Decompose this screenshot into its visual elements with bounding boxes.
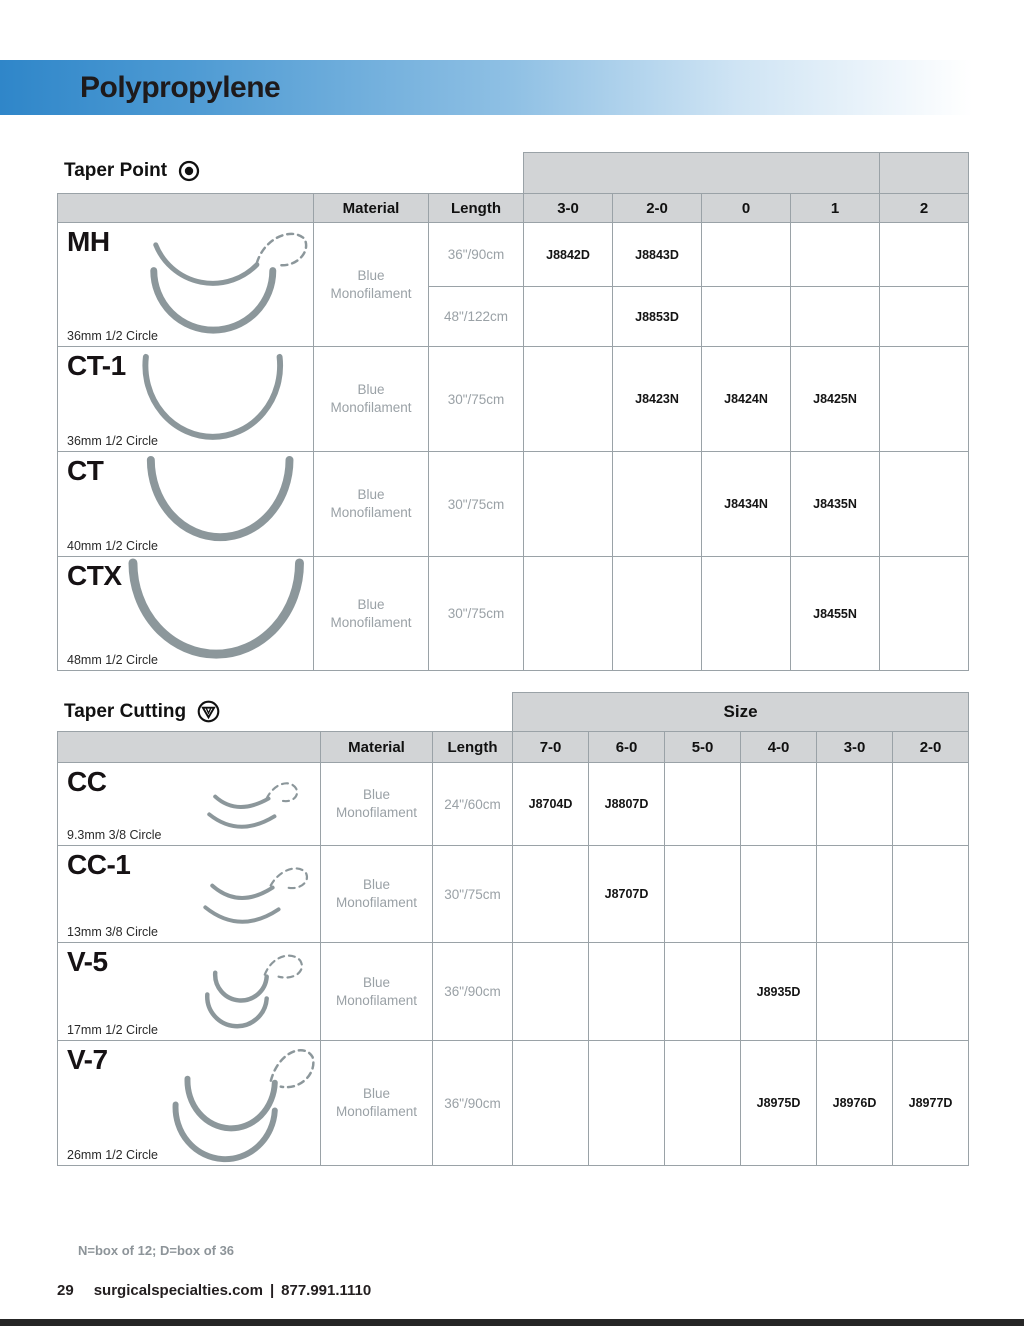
length-cell: 36"/90cm — [433, 1041, 513, 1166]
product-desc: 17mm 1/2 Circle — [67, 1023, 158, 1037]
product-code-cell — [880, 452, 969, 557]
product-cell — [58, 1041, 321, 1166]
length-cell: 36"/90cm — [429, 223, 524, 287]
product-code-cell: J8935D — [741, 943, 817, 1041]
product-name: CC-1 — [67, 849, 131, 880]
product-desc: 13mm 3/8 Circle — [67, 925, 158, 939]
product-code-cell — [880, 557, 969, 671]
page-footer — [57, 1282, 371, 1299]
column-header: Length — [433, 732, 513, 763]
column-header: 2 — [880, 194, 969, 223]
section-title-label: Taper Cutting — [64, 700, 187, 722]
product-code-cell: J8704D — [513, 763, 589, 846]
material-text: Blue Monofilament — [330, 382, 412, 415]
product-desc: 40mm 1/2 Circle — [67, 539, 158, 553]
product-cell — [58, 943, 321, 1041]
product-code-cell: J8423N — [613, 347, 702, 452]
column-header: Material — [321, 732, 433, 763]
product-code-cell — [513, 846, 589, 943]
material-cell — [321, 763, 433, 846]
product-code-cell — [880, 347, 969, 452]
length-cell: 48"/122cm — [429, 287, 524, 347]
product-code-cell — [524, 347, 613, 452]
product-code-cell: J8807D — [589, 763, 665, 846]
product-code-cell — [791, 223, 880, 287]
product-code-cell — [665, 1041, 741, 1166]
product-code-cell — [613, 557, 702, 671]
box-quantity-legend: N=box of 12; D=box of 36 — [78, 1243, 235, 1258]
material-cell — [314, 557, 429, 671]
product-code-cell: J8977D — [893, 1041, 969, 1166]
material-text: Blue Monofilament — [330, 596, 412, 630]
product-code-cell: J8975D — [741, 1041, 817, 1166]
header-blank-cell — [58, 732, 321, 763]
section-banner — [0, 60, 1024, 115]
product-code-cell — [702, 557, 791, 671]
product-name: MH — [67, 226, 110, 257]
product-code-cell — [880, 223, 969, 287]
column-header: 3-0 — [817, 732, 893, 763]
product-name: CT-1 — [67, 350, 126, 381]
product-code-cell — [665, 763, 741, 846]
product-code-cell — [524, 557, 613, 671]
footer-separator: | — [269, 1282, 275, 1299]
product-code-cell — [893, 763, 969, 846]
size-band — [524, 153, 880, 194]
column-header: 2-0 — [613, 194, 702, 223]
product-cell — [58, 347, 314, 452]
material-cell — [314, 452, 429, 557]
column-header: Material — [314, 194, 429, 223]
product-code-cell: J8435N — [791, 452, 880, 557]
material-text: Blue Monofilament — [335, 877, 418, 910]
footer-phone: 877.991.1110 — [281, 1282, 372, 1299]
product-code-cell: J8425N — [791, 347, 880, 452]
taper-cutting-table — [57, 692, 969, 1166]
product-desc: 9.3mm 3/8 Circle — [67, 828, 162, 842]
product-code-cell: J8842D — [524, 223, 613, 287]
column-header: 7-0 — [513, 732, 589, 763]
product-code-cell — [589, 1041, 665, 1166]
product-cell — [58, 557, 314, 671]
product-code-cell — [741, 763, 817, 846]
material-cell — [321, 943, 433, 1041]
footer-website: surgicalspecialties.com — [93, 1282, 263, 1299]
size-band — [880, 153, 969, 194]
header-blank-cell — [58, 194, 314, 223]
product-desc: 36mm 1/2 Circle — [67, 434, 158, 448]
product-code-cell: J8455N — [791, 557, 880, 671]
product-desc: 26mm 1/2 Circle — [67, 1148, 158, 1162]
material-text: Blue Monofilament — [330, 487, 412, 520]
material-text: Blue Monofilament — [330, 267, 412, 301]
product-desc: 48mm 1/2 Circle — [67, 653, 158, 667]
product-code-cell — [791, 287, 880, 347]
product-code-cell — [741, 846, 817, 943]
length-cell: 30"/75cm — [433, 846, 513, 943]
product-code-cell — [665, 943, 741, 1041]
product-code-cell — [817, 846, 893, 943]
product-code-cell — [513, 943, 589, 1041]
product-cell — [58, 763, 321, 846]
product-code-cell — [817, 943, 893, 1041]
product-cell — [58, 223, 314, 347]
product-desc: 36mm 1/2 Circle — [67, 329, 158, 343]
product-code-cell: J8434N — [702, 452, 791, 557]
product-name: CTX — [67, 560, 122, 591]
column-header: 2-0 — [893, 732, 969, 763]
band-spacer — [58, 153, 524, 194]
product-code-cell — [893, 943, 969, 1041]
length-cell: 30"/75cm — [429, 452, 524, 557]
taper-point-table — [57, 152, 969, 671]
material-cell — [321, 1041, 433, 1166]
product-code-cell: J8976D — [817, 1041, 893, 1166]
product-code-cell — [524, 452, 613, 557]
material-text: Blue Monofilament — [335, 787, 418, 820]
product-code-cell — [665, 846, 741, 943]
product-cell — [58, 452, 314, 557]
product-name: CT — [67, 455, 104, 486]
column-header: 1 — [791, 194, 880, 223]
product-code-cell — [513, 1041, 589, 1166]
section-title-label: Taper Point — [64, 160, 168, 181]
bottom-page-bar — [0, 1319, 1024, 1326]
band-spacer — [58, 693, 513, 732]
length-cell: 24"/60cm — [433, 763, 513, 846]
product-code-cell — [817, 763, 893, 846]
material-cell — [314, 347, 429, 452]
length-cell: 30"/75cm — [429, 347, 524, 452]
material-text: Blue Monofilament — [335, 1086, 418, 1119]
material-text: Blue Monofilament — [335, 974, 418, 1008]
page-title: Polypropylene — [80, 70, 281, 104]
column-header: 6-0 — [589, 732, 665, 763]
product-code-cell: J8424N — [702, 347, 791, 452]
product-code-cell — [613, 452, 702, 557]
column-header: 5-0 — [665, 732, 741, 763]
product-code-cell — [893, 846, 969, 943]
material-cell — [314, 223, 429, 347]
product-code-cell — [589, 943, 665, 1041]
product-code-cell — [524, 287, 613, 347]
length-cell: 30"/75cm — [429, 557, 524, 671]
product-code-cell: J8707D — [589, 846, 665, 943]
product-code-cell: J8843D — [613, 223, 702, 287]
page-number: 29 — [57, 1282, 74, 1299]
product-name: CC — [67, 766, 107, 797]
product-code-cell — [702, 223, 791, 287]
product-code-cell: J8853D — [613, 287, 702, 347]
product-code-cell — [702, 287, 791, 347]
column-header: 0 — [702, 194, 791, 223]
length-cell: 36"/90cm — [433, 943, 513, 1041]
product-name: V-7 — [67, 1044, 108, 1075]
product-name: V-5 — [67, 946, 108, 977]
column-header: 3-0 — [524, 194, 613, 223]
product-code-cell — [880, 287, 969, 347]
column-header: Length — [429, 194, 524, 223]
product-cell — [58, 846, 321, 943]
column-header: 4-0 — [741, 732, 817, 763]
material-cell — [321, 846, 433, 943]
size-band: Size — [513, 693, 969, 732]
